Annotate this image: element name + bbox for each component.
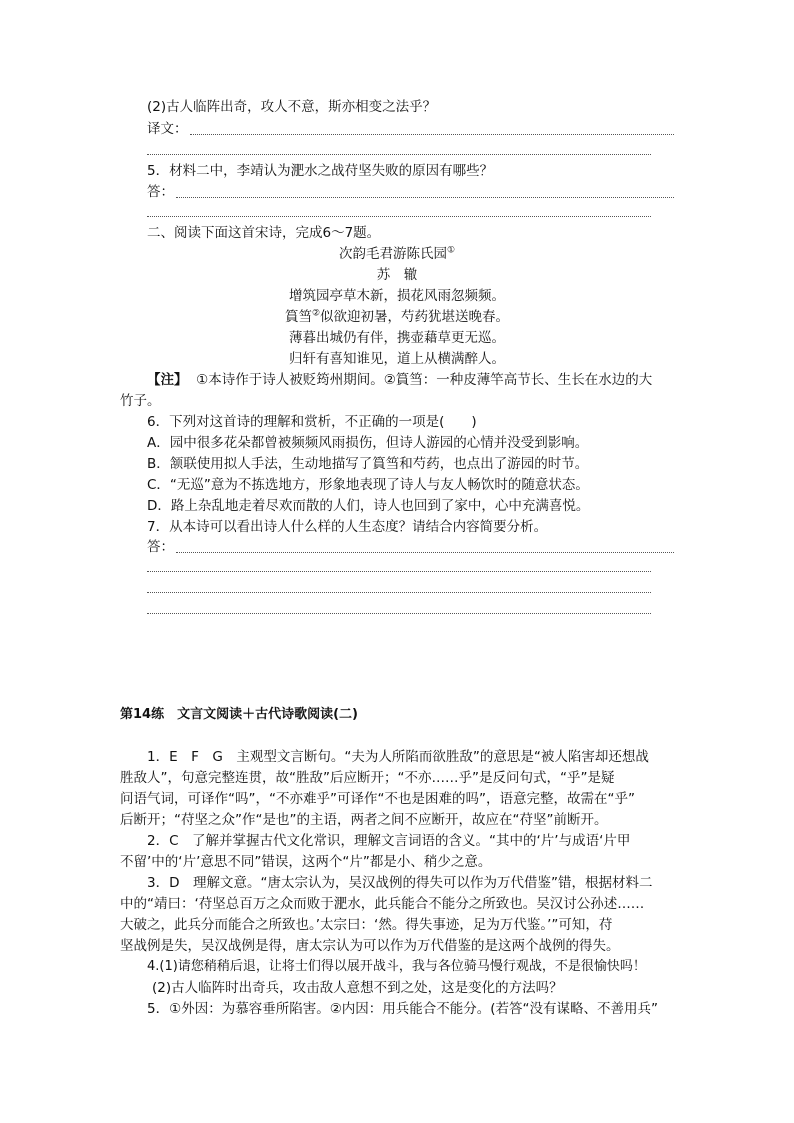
- answer-text-line: 胜敌人”，句意完整连贯，故“胜敌”后应断开；“不亦……乎”是反问句式，“乎”是疑: [120, 770, 615, 786]
- answer-line: [190, 134, 674, 135]
- answer-line: [147, 571, 651, 572]
- poem-line-1: 增筑园亭草木新，损花风雨忽频频。: [289, 288, 505, 304]
- answer-text-line: 4.(1)请您稍稍后退，让将士们得以展开战斗，我与各位骑马慢行观战，不是很愉快吗！: [147, 959, 646, 974]
- q6-option-a: A．园中很多花朵都曾被频频风雨损伤，但诗人游园的心情并没受到影响。: [147, 435, 589, 451]
- poem-title: [0, 245, 794, 263]
- q6-text: 6．下列对这首诗的理解和赏析，不正确的一项是( ): [147, 414, 477, 430]
- poem-line-4: 归轩有喜知谁见，道上从横满醉人。: [289, 351, 505, 367]
- poem-title-text: 次韵毛君游陈氏园: [338, 246, 447, 262]
- answer-text-line: 2．C 了解并掌握古代文化常识，理解文言词语的含义。“其中的‘片’与成语‘片甲: [147, 833, 631, 849]
- answer-line: [147, 154, 651, 155]
- translation-label: 译文：: [147, 121, 188, 137]
- q7-text: 7．从本诗可以看出诗人什么样的人生态度？请结合内容简要分析。: [147, 519, 548, 535]
- q6-option-b: B．颔联使用拟人手法，生动地描写了篔筜和芍药，也点出了游园的时节。: [147, 456, 589, 472]
- answer-label: 答：: [147, 184, 174, 200]
- poem-author: 苏 辙: [376, 267, 418, 283]
- answers-heading: 第14练 文言文阅读＋古代诗歌阅读(二): [120, 707, 358, 722]
- poem-note-marker: ②: [311, 308, 321, 319]
- answer-text-line: 大破之，此兵分而能合之所致也。’太宗曰：‘然。得失事迹，足为万代鉴。’”可知，苻: [120, 917, 613, 933]
- answer-text-line: 坚战例是失，吴汉战例是得，唐太宗认为可以作为万代借鉴的是这两个战例的得失。: [120, 938, 620, 954]
- note-label: 【注】: [147, 372, 188, 388]
- answer-text-line: 后断开；“苻坚之众”作“是也”的主语，两者之间不应断开，故应在“苻坚”前断开。: [120, 812, 608, 828]
- poem-line-3: 薄暮出城仍有伴，携壶藉草更无巡。: [289, 330, 505, 346]
- answer-text-line: (2)古人临阵时出奇兵，攻击敌人意想不到之处，这是变化的方法吗？: [152, 980, 563, 996]
- poem-line-2-head: 篔筜: [284, 309, 312, 325]
- q5-text: 5．材料二中，李靖认为淝水之战苻坚失败的原因有哪些？: [147, 163, 494, 179]
- answer-line: [176, 197, 674, 198]
- answer-line: [147, 216, 651, 217]
- answer-text-line: 中的“靖曰：‘苻坚总百万之众而败于淝水，此兵能合不能分之所致也。吴汉讨公孙述……: [120, 896, 645, 912]
- poem-line-2-tail: 似欲迎初暑，芍药犹堪送晚春。: [320, 309, 510, 325]
- note-line-1: [147, 371, 652, 389]
- answer-text-line: 问语气词，可译作“吗”，“不亦难乎”可译作“不也是困难的吗”，语意完整，故需在“乎”: [120, 791, 635, 807]
- section-2-heading: 二、阅读下面这首宋诗，完成6～7题。: [147, 225, 381, 241]
- note-text: ①本诗作于诗人被贬筠州期间。②篔筜：一种皮薄竿高节长、生长在水边的大: [196, 372, 653, 388]
- note-line-2: 竹子。: [120, 393, 161, 409]
- answer-line: [147, 592, 651, 593]
- answer-text-line: 3．D 理解文意。“唐太宗认为，吴汉战例的得失可以作为万代借鉴”错，根据材料二: [147, 875, 653, 891]
- answer-line: [176, 552, 674, 553]
- poem-title-note: ①: [446, 245, 456, 256]
- q4-2-text: (2)古人临阵出奇，攻人不意，斯亦相变之法乎？: [147, 99, 437, 115]
- answer-text-line: 不留’中的‘片’意思不同”错误，这两个“片”都是小、稍少之意。: [120, 854, 492, 870]
- q6-option-d: D．路上杂乱地走着尽欢而散的人们，诗人也回到了家中，心中充满喜悦。: [147, 498, 590, 514]
- q6-option-c: C．“无巡”意为不拣选地方，形象地表现了诗人与友人畅饮时的随意状态。: [147, 477, 589, 493]
- answer-label-2: 答：: [147, 539, 174, 555]
- answer-text-line: 5．①外因：为慕容垂所陷害。②内因：用兵能合不能分。(若答“没有谋略、不善用兵”: [147, 1001, 659, 1017]
- answer-line: [147, 613, 651, 614]
- answer-text-line: 1．E F G 主观型文言断句。“夫为人所陷而欲胜敌”的意思是“被人陷害却还想战: [147, 749, 649, 765]
- poem-line-2: [0, 308, 794, 326]
